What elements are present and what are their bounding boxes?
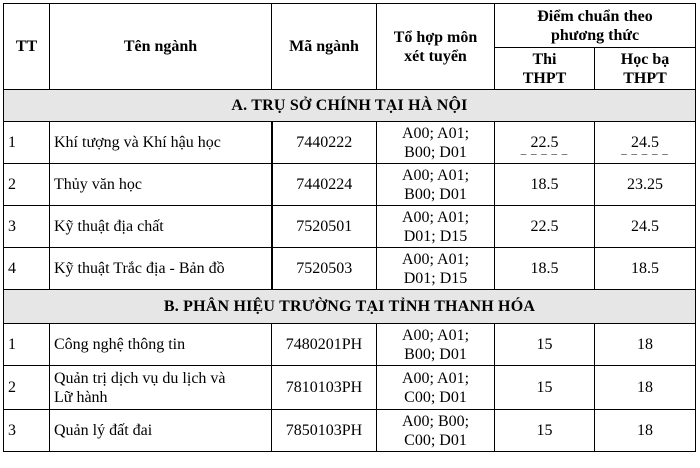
section-b-title: B. PHÂN HIỆU TRƯỜNG TẠI TỈNH THANH HÓA — [4, 290, 696, 324]
table-row — [4, 324, 696, 366]
row-thi: 18.5 — [495, 248, 595, 290]
row-combo-line2: D01; D15 — [403, 269, 468, 287]
row-thi: 15 — [495, 324, 595, 366]
header-to-hop-line2: xét tuyển — [404, 47, 467, 65]
row-code: 7520503 — [272, 248, 377, 290]
row-tt: 1 — [4, 122, 50, 164]
row-hocba: 23.25 — [595, 164, 696, 206]
row-thi-value: 22.5 — [530, 134, 559, 151]
table-row — [4, 410, 696, 452]
header-to-hop — [377, 4, 495, 90]
row-code: 7850103PH — [272, 410, 377, 452]
row-combo-line2: D01; D15 — [403, 227, 468, 245]
row-combo — [377, 206, 495, 248]
row-combo — [377, 122, 495, 164]
table-row — [4, 164, 696, 206]
header-thi-line1: Thi — [532, 50, 557, 68]
row-hocba: 18.5 — [595, 248, 696, 290]
row-combo-line2: B00; D01 — [404, 143, 467, 161]
row-name — [50, 122, 272, 164]
row-name-line1: Kỹ thuật Trắc địa - Bản đồ — [54, 260, 225, 277]
header-thi-thpt — [495, 48, 595, 90]
row-hocba — [595, 122, 696, 164]
table-row — [4, 122, 696, 164]
row-tt: 3 — [4, 410, 50, 452]
row-code: 7810103PH — [272, 366, 377, 410]
header-hocba-thpt — [595, 48, 696, 90]
row-thi: 18.5 — [495, 164, 595, 206]
row-name-line1: Quản lý đất đai — [54, 422, 153, 439]
row-combo — [377, 248, 495, 290]
row-tt: 2 — [4, 164, 50, 206]
table-row — [4, 248, 696, 290]
row-code: 7480201PH — [272, 324, 377, 366]
row-thi — [495, 122, 595, 164]
row-thi: 15 — [495, 366, 595, 410]
section-a-row — [4, 90, 696, 122]
row-hocba: 18 — [595, 324, 696, 366]
row-combo-line1: A00; B00; — [401, 412, 470, 430]
row-name-line1: Công nghệ thông tin — [54, 336, 186, 353]
header-ten-nganh: Tên ngành — [50, 4, 272, 90]
row-combo-line1: A00; A01; — [401, 250, 470, 268]
row-combo-line2: B00; D01 — [404, 345, 467, 363]
table-row — [4, 206, 696, 248]
row-name-line1: Khí tượng và Khí hậu học — [54, 134, 221, 151]
row-name-line2: Lữ hành — [54, 388, 108, 406]
row-hocba-value: 24.5 — [631, 134, 659, 151]
row-hocba: 18 — [595, 366, 696, 410]
header-to-hop-line1: Tổ hợp môn — [393, 28, 478, 46]
row-tt: 4 — [4, 248, 50, 290]
row-combo-line1: A00; A01; — [401, 326, 470, 344]
row-name-line1: Kỹ thuật địa chất — [54, 218, 164, 235]
row-combo — [377, 366, 495, 410]
section-b-row — [4, 290, 696, 324]
row-combo-line1: A00; A01; — [401, 124, 470, 142]
row-combo-line1: A00; A01; — [401, 208, 470, 226]
admission-score-table — [3, 3, 696, 452]
header-hocba-line1: Học bạ — [620, 50, 670, 68]
header-diem-chuan — [495, 4, 696, 48]
row-tt: 3 — [4, 206, 50, 248]
row-code: 7440224 — [272, 164, 377, 206]
row-name — [50, 366, 272, 410]
row-combo — [377, 324, 495, 366]
row-combo — [377, 164, 495, 206]
row-name — [50, 248, 272, 290]
row-combo-line1: A00; A01; — [401, 369, 470, 387]
row-combo-line1: A00; A01; — [401, 166, 470, 184]
header-row — [4, 4, 696, 48]
row-name — [50, 324, 272, 366]
header-ma-nganh: Mã ngành — [272, 4, 377, 90]
header-diem-line2: phương thức — [550, 26, 640, 44]
row-name — [50, 206, 272, 248]
table-row — [4, 366, 696, 410]
row-hocba: 18 — [595, 410, 696, 452]
header-thi-line2: THPT — [522, 69, 567, 87]
row-combo-line2: C00; D01 — [404, 388, 467, 406]
dash-decoration: ‒ ‒ ‒ ‒ ‒ — [520, 148, 569, 160]
row-thi: 22.5 — [495, 206, 595, 248]
row-hocba: 24.5 — [595, 206, 696, 248]
row-combo-line2: B00; D01 — [404, 185, 467, 203]
dash-decoration: ‒ ‒ ‒ ‒ ‒ — [621, 148, 669, 160]
row-code: 7520501 — [272, 206, 377, 248]
row-thi: 15 — [495, 410, 595, 452]
row-name — [50, 164, 272, 206]
row-tt: 2 — [4, 366, 50, 410]
row-name — [50, 410, 272, 452]
row-tt: 1 — [4, 324, 50, 366]
row-name-line1: Quản trị dịch vụ du lịch và — [54, 369, 226, 387]
row-combo-line2: C00; D01 — [404, 431, 467, 449]
header-tt: TT — [4, 4, 50, 90]
row-combo — [377, 410, 495, 452]
header-hocba-line2: THPT — [623, 69, 667, 87]
row-code: 7440222 — [272, 122, 377, 164]
row-name-line1: Thủy văn học — [54, 176, 142, 193]
section-a-title: A. TRỤ SỞ CHÍNH TẠI HÀ NỘI — [4, 90, 696, 122]
header-diem-line1: Điểm chuẩn theo — [537, 7, 653, 25]
